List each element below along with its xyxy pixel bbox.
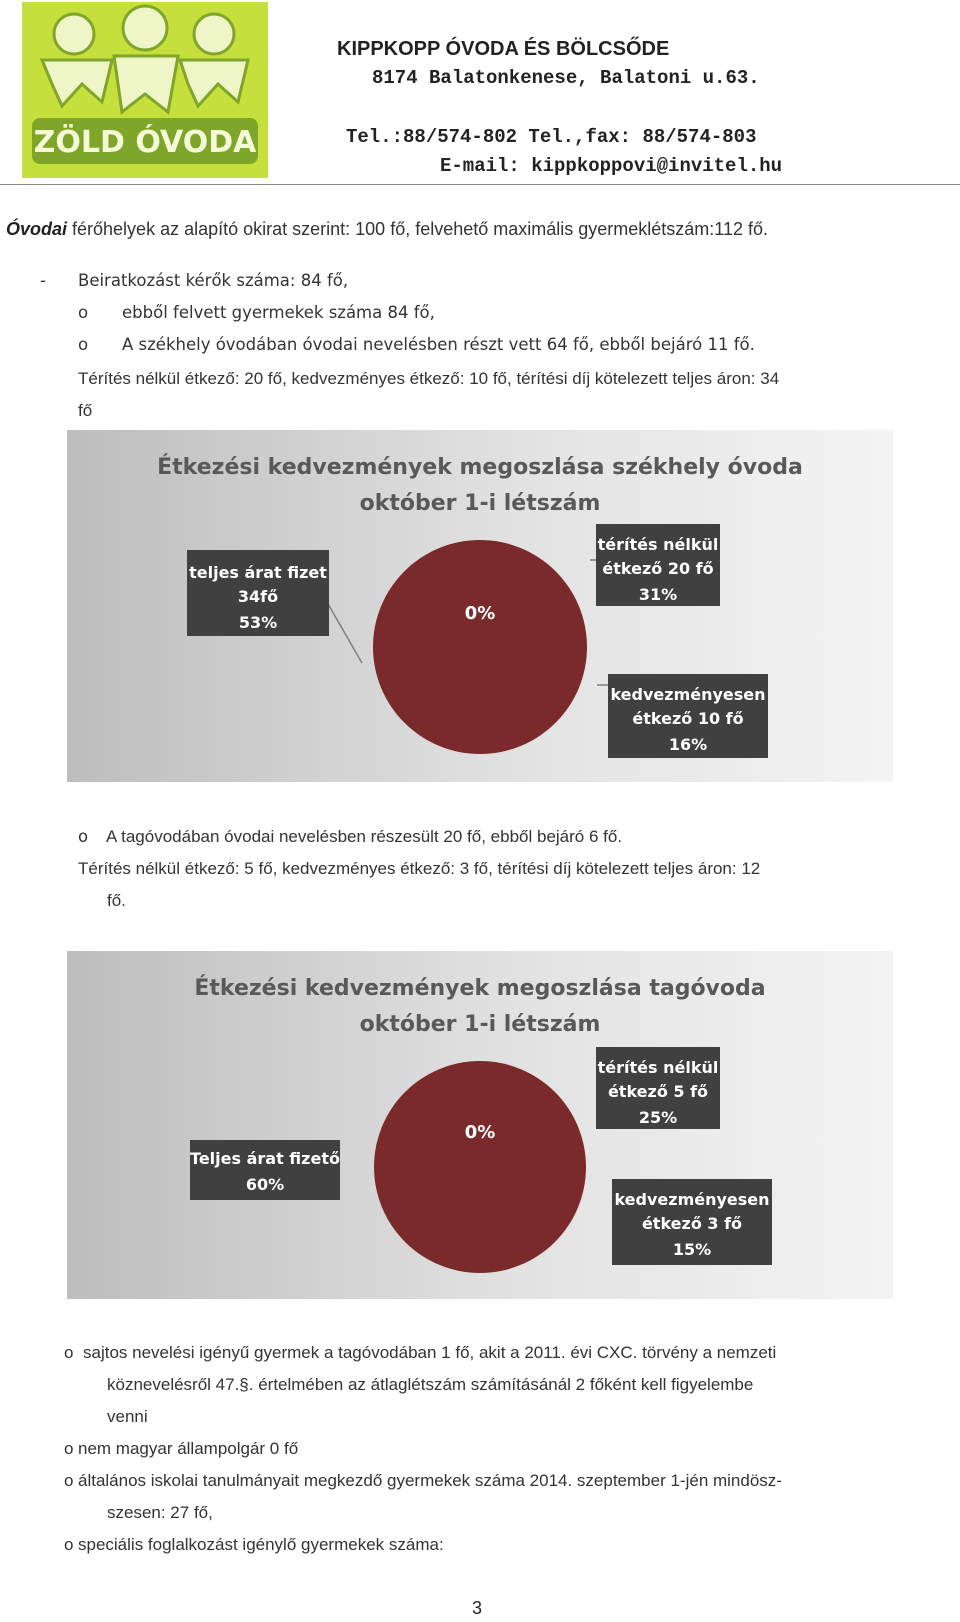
slice-label: 53%: [238, 613, 278, 632]
slice-label: kedvezményesen: [610, 685, 766, 704]
svg-text:ZÖLD ÓVODA: ZÖLD ÓVODA: [33, 125, 257, 160]
slice-label: 34fő: [237, 587, 279, 606]
institution-phone: Tel.:88/574-802 Tel.,fax: 88/574-803: [346, 126, 757, 148]
slice-label: térítés nélkül: [597, 1058, 719, 1077]
slice-label: 31%: [638, 585, 678, 604]
item-special-needs-line2: köznevelésről 47.§. értelmében az átlaglétszám számításánál 2 főként kell figyelembe: [107, 1375, 754, 1394]
pie-chart-main: [67, 430, 893, 782]
slice-label: étkező 10 fő: [632, 709, 744, 728]
sub-item-member-kindergarten: A tagóvodában óvodai nevelésben részesült 20 fő, ebből bejáró 6 fő.: [106, 827, 623, 846]
institution-email: E-mail: kippkoppovi@invitel.hu: [440, 155, 783, 177]
item-school-starters-line1: általános iskolai tanulmányait megkezdő gyermekek száma 2014. szeptember 1-jén mindösz-: [78, 1471, 782, 1490]
chart-title-line2: október 1-i létszám: [359, 1012, 601, 1037]
bullet: o: [78, 335, 89, 354]
slice-label: Teljes árat fizető: [190, 1149, 340, 1168]
slice-label: térítés nélkül: [597, 535, 719, 554]
bullet: o: [64, 1535, 74, 1554]
note-member-meals-line1: Térítés nélkül étkező: 5 fő, kedvezményes étkező: 3 fő, térítési díj kötelezett teljes áron: 12: [78, 859, 761, 878]
item-special-needs-line3: venni: [107, 1407, 148, 1426]
slice-label: étkező 3 fő: [641, 1214, 743, 1233]
pie-center-label: 0%: [464, 1122, 496, 1143]
slice-label: teljes árat fizet: [189, 563, 327, 582]
logo: [22, 2, 268, 178]
slice-label: 25%: [638, 1108, 678, 1127]
slice-label: étkező 20 fő: [602, 559, 714, 578]
bullet: o: [78, 827, 89, 846]
bullet: o: [64, 1343, 74, 1362]
page-number: 3: [472, 1598, 483, 1618]
slice-label: kedvezményesen: [614, 1190, 770, 1209]
bullet: o: [64, 1471, 74, 1490]
bullet: o: [64, 1439, 74, 1458]
item-special-classes: speciális foglalkozást igénylő gyermekek száma:: [78, 1535, 444, 1554]
pie-slice: [373, 540, 587, 754]
slice-label: 15%: [672, 1240, 712, 1259]
chart-member-kindergarten: [67, 951, 893, 1299]
note-member-meals-line2: fő.: [107, 891, 126, 910]
sub-item-admitted: ebből felvett gyermekek száma 84 fő,: [122, 303, 435, 322]
bullet: o: [78, 303, 89, 322]
intro-text: férőhelyek az alapító okirat szerint: 100 fő, felvehető maximális gyermeklétszám:112 fő.: [67, 219, 769, 239]
slice-label: 16%: [668, 735, 708, 754]
children-logo-icon: [22, 2, 268, 178]
pie-center-label: 0%: [464, 603, 496, 624]
item-non-citizen: nem magyar állampolgár 0 fő: [78, 1439, 299, 1458]
list-item-enrollment: Beiratkozást kérők száma: 84 fő,: [78, 271, 349, 290]
slice-label: 60%: [245, 1175, 285, 1194]
chart-title-line2: október 1-i létszám: [359, 491, 601, 516]
note-main-meals-line1: Térítés nélkül étkező: 20 fő, kedvezményes étkező: 10 fő, térítési díj kötelezett teljes áron: 34: [78, 369, 780, 388]
chart-title-line1: Étkezési kedvezmények megoszlása tagóvoda: [194, 976, 766, 1001]
note-main-meals-line2: fő: [78, 401, 93, 420]
slice-label: étkező 5 fő: [607, 1082, 709, 1101]
intro-bold: Óvodai: [6, 219, 68, 239]
chart-main-kindergarten: [67, 430, 893, 782]
list-dash: -: [40, 271, 46, 290]
header-divider: [0, 184, 960, 185]
intro-paragraph: [6, 218, 768, 240]
institution-name: KIPPKOPP ÓVODA ÉS BÖLCSŐDE: [337, 38, 670, 60]
pie-chart-member: [67, 951, 893, 1299]
pie-slice: [374, 1061, 586, 1273]
item-school-starters-line2: szesen: 27 fő,: [107, 1503, 213, 1522]
item-special-needs-line1: sajtos nevelési igényű gyermek a tagóvodában 1 fő, akit a 2011. évi CXC. törvény a nemzeti: [83, 1343, 777, 1362]
institution-address: 8174 Balatonkenese, Balatoni u.63.: [372, 67, 760, 89]
sub-item-main-kindergarten: A székhely óvodában óvodai nevelésben részt vett 64 fő, ebből bejáró 11 fő.: [122, 335, 755, 354]
chart-title-line1: Étkezési kedvezmények megoszlása székhely óvoda: [157, 455, 803, 480]
